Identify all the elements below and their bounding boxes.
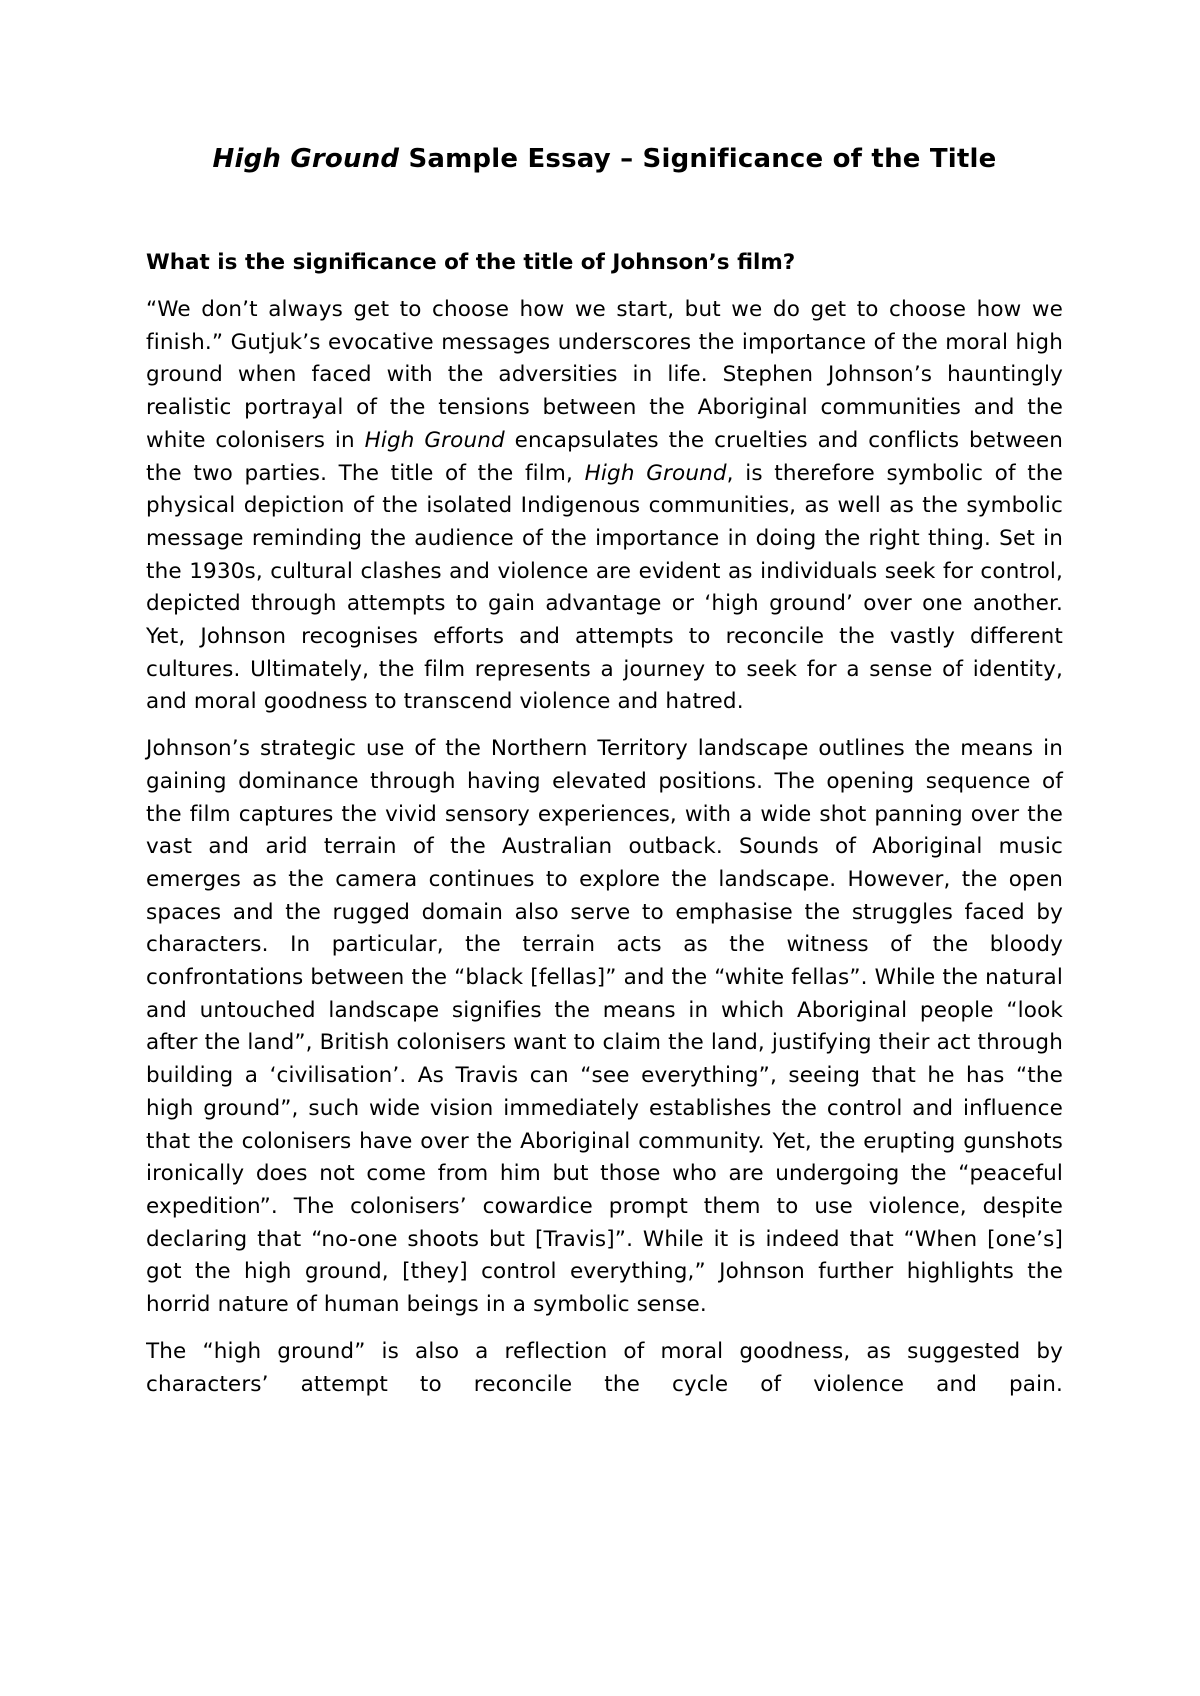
paragraph-introduction [146,294,1063,719]
paragraph-landscape: Johnson’s strategic use of the Northern Territory landscape outlines the means in gaining dominance through having elevated positions. The opening sequence of the film captures the vivid sensory experiences, with a wide shot panning over the vast and arid terrain of the Australian outback. Sounds of Aboriginal music emerges as the camera continues to explore the landscape. However, the open spaces and the rugged domain also serve to emphasise the struggles faced by characters. In particular, the terrain acts as the witness of the bloody confrontations between the “black [fellas]” and the “white fellas”. While the natural and untouched landscape signifies the means in which Aboriginal people “look after the land”, British colonisers want to claim the land, justifying their act through building a ‘civilisation’. As Travis can “see everything”, seeing that he has “the high ground”, such wide vision immediately establishes the control and influence that the colonisers have over the Aboriginal community. Yet, the erupting gunshots ironically does not come from him but those who are undergoing the “peaceful expedition”. The colonisers’ cowardice prompt them to use violence, despite declaring that “no-one shoots but [Travis]”. While it is indeed that “When [one’s] got the high ground, [they] control everything,” Johnson further highlights the horrid nature of human beings in a symbolic sense. [146,736,1063,1318]
essay-title-rest: Sample Essay – Significance of the Title [399,144,997,174]
film-title-italic: High Ground [364,427,505,453]
paragraph-1-text-c: , is therefore symbolic of the physical depiction of the isolated Indigenous communities, as well as the symbolic message reminding the audience of the importance in doing the right thing. Set in the 1930s, cultural clashes and violence are evident as individuals seek for control, depicted through attempts to gain advantage or ‘high ground’ over one another. Yet, Johnson recognises efforts and attempts to reconcile the vastly different cultures. Ultimately, the film represents a journey to seek for a sense of identity, and moral goodness to transcend violence and hatred. [146,460,1064,715]
paragraph-1-text-a: “We don’t always get to choose how we start, but we do get to choose how we finish.” Gutjuk’s evocative messages underscores the importance of the moral high ground when faced with the adversities in life. Stephen Johnson’s hauntingly realistic portrayal of the tensions between the Aboriginal communities and the white colonisers in [146,297,1063,453]
paragraph-moral-goodness: The “high ground” is also a reflection of moral goodness, as suggested by characters’ attempt to reconcile the cycle of violence and pain. [146,1338,1063,1397]
essay-title [146,142,1063,176]
paragraph-1-text-b: encapsulates the cruelties and conflicts between the two parties. The title of the film, [146,427,1064,486]
essay-title-italic: High Ground [212,144,400,174]
film-title-italic: High Ground [584,460,727,486]
essay-question: What is the significance of the title of Johnson’s film? [146,250,796,275]
document-body [146,142,1063,1401]
